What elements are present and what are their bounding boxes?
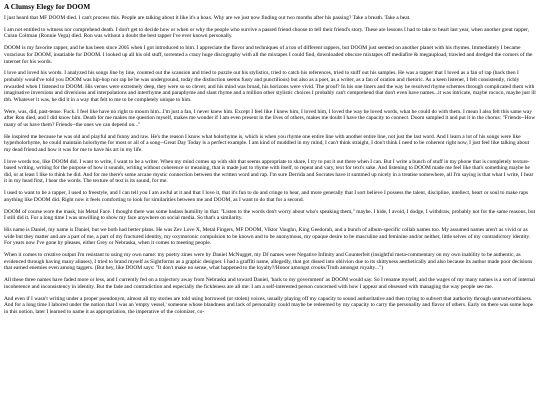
paragraph: I love words too, like DOOM did. I want to write, I want to be a writer. When my mind comes up with shit that seems appropriate to share, I try to put it out there when I can. But I write a bunch of stuff in my phone that is completely texture-based writing, writing for the purpose of how it sounds, writing without coherence or meaning, that is made just to rhyme with itself, to repeat and vary, text for text's sake. And listening to DOOM made me feel like that's something maybe he did, or at least I like to think he did. And for me there's some arcane mystic connection between the written word and rap. I'm sure Derrida and Socrates have it summed up nicely in a treatise somewhere, all I'm saying is that what I write, I hear it in my head first, I hear the words. The texture of text is its sound, for me. [4,158,534,185]
paragraph: I just heard that MF DOOM died. I can't process this. People are talking about it like it's a hoax. Why are we just now finding out two months after his passing? Take a breath. Take a beat. [4,15,411,21]
paragraph: He inspired me because he was old and playful and funny and raw. He's the reason I know what holorhyme is, which is when you rhyme one entire line with another entire line, not just the last word. And I learn a lot of his songs were like hyperholorhyme, he could maintain holorhyme for most or all of a song--Great Day Today is a perfect example. I am kind of muddled in my mind, I can't think straight, I don't think I need to be coherent right now, I just feel like talking about my dead friend and how it was for me to have his art in my life. [4,133,530,153]
paragraph: His name is Daniel, my name is Daniel, but we both had better plans. He was Zev Love X, Metal Fingers, MF DOOM, Viktor Vaughn, King Geedorah, and a bunch of album-specific collab names too. My assumed names aren't as vivid or as wide but they matter and are a part of me, a part of my fractured identity, my oxymoronic compulsion to be known and to be anonymous, my opaque desire to be masculine and feminine and/or neither, little selves of my contradictory identity. For years now I've gone by pleases, either Grey or Nebraska, when it comes to meeting people. [4,227,531,247]
paragraph: I am not entitled to witness nor comprehend death. I don't get to decide how or when or why the people who survive a passed friend choose to tell their friend's story. These are lessons I had to take to heart last year, when another great rapper, Curan Coltman (Ronnie Vega) died. Ron was without a doubt the best rapper I've ever known personally. [4,26,530,40]
paragraph: All these three names have faded more or less, and I currently fed on a trajectory away from Nebraska and toward Daniel, 'back to my government' as DOOM would say. So I rename myself, and the wages of my many names is a sort of internal incoherence and inconsistency in identity. But the fade and contradiction and especially the fickleness are all me: I am a self-interested person concerned with how I appear and obsessed with managing the way people see me. [4,277,535,290]
paragraph: DOOM is my favorite rapper, and he has been since 2005 when I got introduced to him. I appreciate the flavor and techniques of a ton of different rappers, but DOOM just seemed on another planet with his rhymes. Immediately I became voracious for DOOM, insatiable for DOOM. I looked up all his old stuff, torrented a crazy huge discography with all the mixtapes I could find, downloaded obscure mixtapes off mediafire & megaupload, trawled and dredged the corners of the internet for his words. [4,45,533,65]
paragraph: DOOM of course wore the mask, his Metal Face. I thought there was some badass humility in that. "Listen to the words don't worry about who's speaking them," maybe. I hide, I avoid, I dodge, I withdraw, probably not for the same reasons, but I still did it. For a long time I was unwilling to show my face anywhere on social media. So that's a similarity. [4,208,536,222]
paragraph: And even if I wasn't writing under a proper pseudonym, almost all my stories are told using borrowed (or stolen) voices, usually playing off my capacity to sound authoritative and then trying to subvert that authority through untrustworthiness. And for a long time I labored under the notion that I was an 'empty vessel,' someone whose blandness and lack of personality could maybe be redeemed by my capacity to carry the personality and flavor of others. Early on there was some hope in this notion, later I learned to name it as appropriation, the imperative of the colonizer, co- [4,295,534,315]
paragraph: I love and loved his words. I analyzed his songs line by line, counted out the scansion and tried to puzzle out his stylistics, tried to catch his references, tried to sniff out his samples. He was a rapper that I loved as a fan of rap (back then I probably would've told you DOOM was hip-hop not rap be he was underground, today the distinction seems fussy and punctilious) but also as a poet, as a writer, as a fan of oration and rhetoric. As a keen listener, I felt consistently, richly rewarded when I listened to DOOM. His verses were extremely deep, they were so so clever, and his mind was broad, his horizons were vivid. The proof? In his one liners and the way he resolved rhyme schemes through complicated them with imaginative inversions and diversions and interpolations and interrhyme and paraphyme and slant rhyme and a million other stylistic choices I probably can't comprehend that don't even have names...it was intricate, maybe rococo, maybe just ill tbh. Whatever it was, he did it in a way that felt to me to be completely unique to him. [4,70,536,103]
paragraph: I used to want to be a rapper, I used to freestyle, and I can tell you I am awful at it and that I love it, that it's fun to do and cringe to hear, and more generally that I sort believe I possess the talent, discipline, intellect, heart or soul to make raps anything like DOOM did. Right now it feels comforting to look for similarities between me and DOOM, as I want to do that for a second. [4,190,529,203]
paragraph: When it comes to creative output I'm resistant to using my own name: my poetry zines were by Daniel McNugget, my DJ names were Negative Infinity and Counterfeit (insightful meta-commentary on my own inability to be authentic, as evidenced through having many aliases), I tried to brand myself as Sightforms as a graphic designer. I had a graffiti name, allegedly, that got dissed into oblivion due to its shittyness aesthetically and also because its author made poor decisions that earned enemies even among taggers. (But hey, like DOOM says: "It don't make no sense, what happened to the loyalty?/Honor amongst crooks/Truth amongst royalty...") [4,252,533,272]
paragraph: Were, was, did, past-tense. Fuck. I feel like have no right to mourn him...I'm just a fan, I never knew him. Except I feel like I knew him, I loved him, I loved the way he loved words, what he could do with them. I mean I also felt this same way after Ron died, and I did know him. Death for me makes me question myself, makes me wonder if I am even present in the lives of others, makes me doubt I have the capacity to connect. Doom sampled it and put it in the chorus: "Friends--How many of us have them? Friends--the ones we can depend on..." [4,108,536,128]
page-title: A Clumsy Elegy for DOOM [4,2,91,11]
